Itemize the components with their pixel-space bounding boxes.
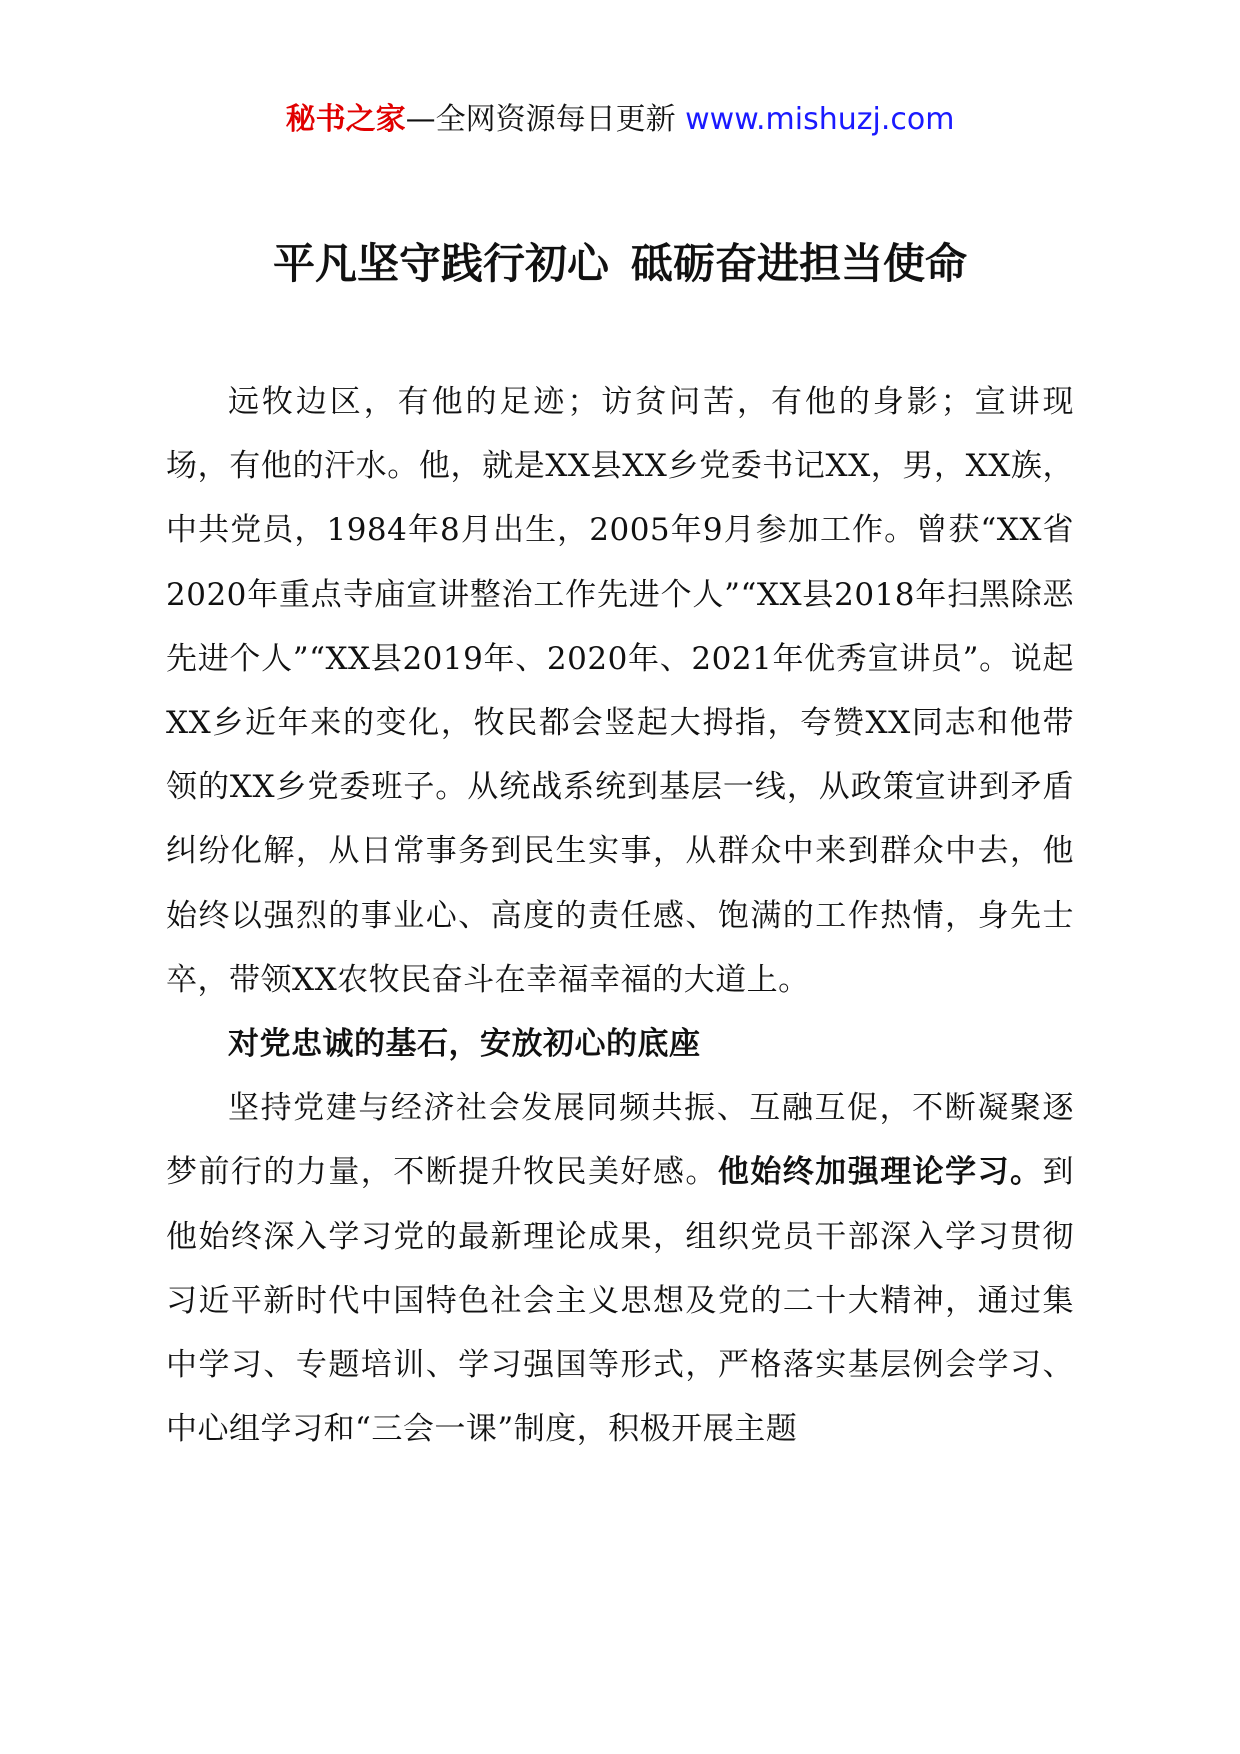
paragraph-lead: 坚持党建与经济社会发展同频共振、互融互促，不断凝聚逐梦前行的力量，不断提升牧民美好感。 — [166, 1090, 1074, 1191]
site-brand: 秘书之家 — [285, 102, 406, 137]
site-url-link[interactable]: www.mishuzj.com — [685, 102, 955, 137]
section-paragraph — [166, 1076, 1074, 1461]
section-heading: 对党忠诚的基石，安放初心的底座 — [228, 1026, 701, 1063]
site-header — [0, 100, 1240, 140]
document-title — [0, 234, 1240, 294]
intro-paragraph: 远牧边区，有他的足迹；访贫问苦，有他的身影；宣讲现场，有他的汗水。他，就是XX县XX乡党委书记XX，男，XX族，中共党员，1984年8月出生，2005年9月参加工作。曾获“XX省2020年重点寺庙宣讲整治工作先进个人”“XX县2018年扫黑除恶先进个人”“XX县2019年、2020年、2021年优秀宣讲员”。说起XX乡近年来的变化，牧民都会竖起大拇指，夸赞XX同志和他带领的XX乡党委班子。从统战系统到基层一线，从政策宣讲到矛盾纠纷化解，从日常事务到民生实事，从群众中来到群众中去，他始终以强烈的事业心、高度的责任感、饱满的工作热情，身先士卒，带领XX农牧民奋斗在幸福幸福的大道上。 — [166, 384, 1074, 998]
paragraph-bold-lead: 他始终加强理论学习。 — [717, 1154, 1043, 1191]
title-part-2: 砥砺奋进担当使命 — [631, 239, 968, 288]
document-body — [166, 370, 1074, 1461]
title-part-1: 平凡坚守践行初心 — [272, 239, 609, 288]
paragraph-rest: 到他始终深入学习党的最新理论成果，组织党员干部深入学习贯彻习近平新时代中国特色社会主义思想及党的二十大精神，通过集中学习、专题培训、学习强国等形式，严格落实基层例会学习、中心组学习和“三会一课”制度，积极开展主题 — [166, 1154, 1075, 1448]
site-slogan: —全网资源每日更新 — [405, 102, 686, 137]
